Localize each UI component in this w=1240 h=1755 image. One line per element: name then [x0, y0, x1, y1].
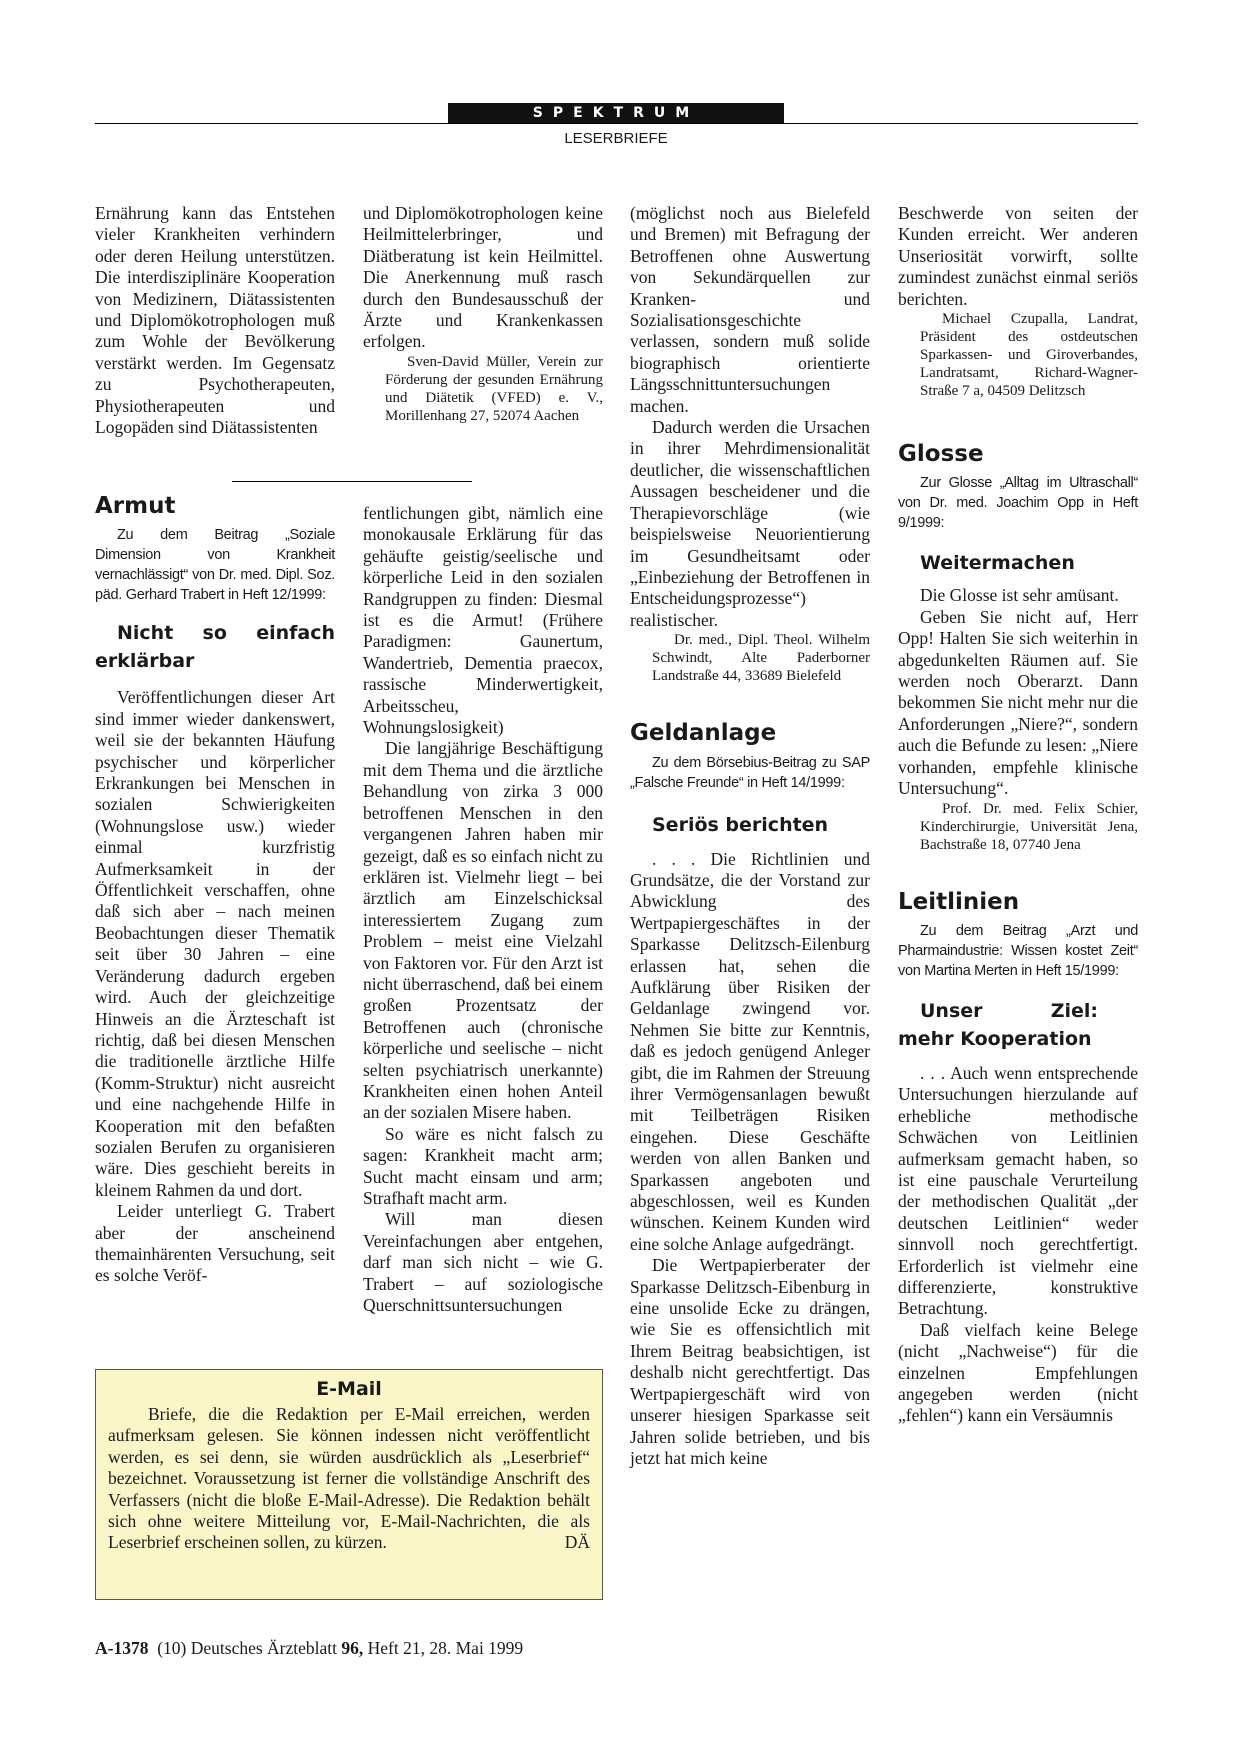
article-intro: Zu dem Beitrag „Arzt und Pharmaindustrie: Wissen kostet Zeit“ von Martina Merten in Heft 15/1999: [898, 922, 1138, 979]
article-heading: Glosse [898, 441, 984, 468]
page-number: A-1378 [95, 1638, 149, 1658]
issue: Heft 21, 28. Mai 1999 [367, 1638, 524, 1658]
paragraph: fentlichungen gibt, nämlich eine monokausale Erklärung für das gehäufte geistig/seelische und körperliche Leid in den sozialen Randgruppen zu finden: Diesmal ist es die Armut! (Frühere Paradigmen: Gaunertum, Wandertrieb, Dementia praecox, rassische Minderwertigkeit, Arbeitsscheu, Wohnungslosigkeit) [363, 503, 603, 738]
paragraph: Die Glosse ist sehr amüsant. [920, 585, 1119, 606]
article-subheading: Seriös berichten [652, 813, 829, 836]
article-intro: Zu dem Beitrag „Soziale Dimension von Krankheit vernachlässigt“ von Dr. med. Dipl. Soz. päd. Gerhard Trabert in Heft 12/1999: [95, 527, 335, 604]
article-heading: Geldanlage [630, 720, 777, 747]
paragraph: Beschwerde von seiten der Kunden erreicht. Wer anderen Unseriosität vorwirft, sollte zumindest zunächst einmal seriös berichten. [898, 203, 1138, 309]
email-notice-box [95, 1369, 603, 1600]
article-intro: Zu dem Börsebius-Beitrag zu SAP „Falsche Freunde“ in Heft 14/1999: [630, 754, 870, 791]
signature: Michael Czupalla, Landrat, Präsident des ostdeutschen Sparkassen- und Giroverbandes, Landratsamt, Richard-Wagner-Straße 7 a, 04509 Delitzsch [920, 311, 1138, 400]
col2-top [363, 203, 603, 425]
journal-name: Deutsches Ärzteblatt [190, 1638, 338, 1658]
header-rule [95, 123, 1138, 124]
box-title: E-Mail [316, 1378, 382, 1400]
paragraph: Geben Sie nicht auf, Herr Opp! Halten Sie sich weiterhin in abgedunkelten Räumen auf. Sie werden noch Oberarzt. Dann bekommen Sie nicht mehr nur die Anforderungen „Niere?“, sondern auch die Befunde zu lesen: „Niere vorhanden, empfehle klinische Untersuchung“. [898, 606, 1138, 799]
section-banner: SPEKTRUM [448, 103, 784, 123]
paragraph: . . . Auch wenn entsprechende Untersuchungen hierzulande auf erhebliche methodische Schwächen von Leitlinien aufmerksam gemacht haben, so ist eine pauschale Verurteilung der methodischen Qualität „der deutschen Leitlinien“ weder sinnvoll noch gerechtfertigt. Erforderlich ist vielmehr eine differenzierte, konstruktive Betrachtung. [898, 1062, 1138, 1319]
col3 [630, 203, 870, 1469]
signature: Sven-David Müller, Verein zur Förderung der gesunden Ernährung und Diätetik (VFED) e. V., Morillenhang 27, 52074 Aachen [385, 353, 603, 424]
article-subheading: Weitermachen [920, 552, 1075, 575]
page-footer [95, 1638, 523, 1659]
signature: Prof. Dr. med. Felix Schier, Kinderchirurgie, Universität Jena, Bachstraße 18, 07740 Jena [920, 800, 1138, 853]
signature: Dr. med., Dipl. Theol. Wilhelm Schwindt, Alte Paderborner Landstraße 44, 33689 Bielefeld [652, 632, 870, 685]
paragraph: So wäre es nicht falsch zu sagen: Krankheit macht arm; Sucht macht einsam und arm; Strafhaft macht arm. [363, 1123, 603, 1208]
article-heading: Leitlinien [898, 888, 1020, 915]
paragraph: Daß vielfach keine Belege (nicht „Nachweise“) für die einzelnen Empfehlungen angegeben werden (nicht „fehlen“) kann ein Versäumnis [898, 1319, 1138, 1426]
section-label: LESERBRIEFE [564, 130, 668, 147]
article-heading: Armut [95, 493, 176, 519]
paragraph: (möglichst noch aus Bielefeld und Bremen) mit Befragung der Betroffenen ohne Auswertung von Sekundärquellen zur Kranken- und Sozialisationsgeschichte verlassen, sondern muß solide biographisch orientierte Längsschnittuntersuchungen machen. [630, 203, 870, 416]
article-subheading: Nicht so einfach erklärbar [95, 622, 335, 673]
paragraph: Die langjährige Beschäftigung mit dem Thema und die ärztliche Behandlung von zirka 3 000 betroffenen Menschen in den vergangenen Jahren haben mir gezeigt, daß es so einfach nicht zu erklären ist. Vielmehr liegt – bei ärztlich am Einzelschicksal interessiertem Zugang zum Problem – meist eine Vielzahl von Faktoren vor. Für den Arzt ist nicht überraschend, daß bei einem großen Prozentsatz der Betroffenen auch (chronische körperliche und seelische – nicht selten psychiatrisch unerkannte) Krankheiten einen hohen Anteil an der sozialen Misere haben. [363, 738, 603, 1123]
box-sign: DÄ [564, 1532, 590, 1553]
col4 [898, 203, 1138, 1427]
paragraph: Veröffentlichungen dieser Art sind immer wieder dankenswert, weil sie der bekannten Häufung psychischer und körperlicher Erkrankungen bei Menschen in sozialen Schwierigkeiten (Wohnungslose usw.) wieder einmal kurzfristig Aufmerksamkeit in der Öffentlichkeit verschaffen, ohne daß sich aber – nach meinen Beobachtungen dieser Thematik seit über 30 Jahren – eine Veränderung dadurch ergeben wird. Auch der gleichzeitige Hinweis an die Ärzteschaft ist richtig, daß bei diesen Menschen die traditionelle ärztliche Hilfe (Komm-Struktur) nicht ausreicht und eine nachgehende Hilfe in Kooperation mit den befaßten sozialen Berufen zu organisieren wäre. Dies geschieht bereits in kleinem Rahmen da und dort. [95, 687, 335, 1200]
paragraph: Leider unterliegt G. Trabert aber der anscheinend themainhärenten Versuchung, seit es solche Veröf- [95, 1201, 335, 1286]
armut-col2 [363, 503, 603, 1316]
article-divider [232, 481, 472, 482]
box-text-body: Briefe, die die Redaktion per E-Mail erreichen, werden aufmerksam gelesen. Sie können indessen nicht veröffentlicht werden, es sei denn, sie würden ausdrücklich als „Leserbrief“ bezeichnet. Voraussetzung ist ferner die vollständige Anschrift des Verfassers (nicht die bloße E-Mail-Adresse). Die Redaktion behält sich ohne weitere Mitteilung vor, E-Mail-Nachrichten, die als Leserbrief erscheinen sollen, zu kürzen. [108, 1404, 590, 1553]
local-page: (10) [157, 1638, 187, 1658]
box-text [108, 1404, 590, 1554]
paragraph: Die Wertpapierberater der Sparkasse Delitzsch-Eibenburg in eine unsolide Ecke zu drängen, wie Sie es offensichtlich mit Ihrem Beitrag beabsichtigen, ist deshalb nicht gerechtfertigt. Das Wertpapiergeschäft wird von unserer hiesigen Sparkasse seit Jahren solide betrieben, und bis jetzt hat mich keine [630, 1255, 870, 1468]
article-subheading: Unser Ziel: mehr Kooperation [898, 999, 1098, 1050]
col1-top [95, 203, 335, 438]
paragraph: . . . Die Richtlinien und Grundsätze, die der Vorstand zur Abwicklung des Wertpapiergeschäftes in der Sparkasse Delitzsch-Eilenburg erlassen hat, sehen die Aufklärung über Risiken der Geldanlage zwingend vor. Nehmen Sie bitte zur Kenntnis, daß es jedoch genügend Anleger gibt, die im Rahmen der Streuung ihrer Vermögensanlagen bewußt mit Teilbeträgen Risiken eingehen. Diese Geschäfte werden von allen Banken und Sparkassen angeboten und abgeschlossen, weil es Kunden wünschen. Keinem Kunden wird eine solche Anlage aufgedrängt. [630, 848, 870, 1254]
article-intro: Zur Glosse „Alltag im Ultraschall“ von Dr. med. Joachim Opp in Heft 9/1999: [898, 475, 1138, 532]
paragraph: Will man diesen Vereinfachungen aber entgehen, darf man sich nicht – wie G. Trabert – auf soziologische Querschnittsuntersuchungen [363, 1209, 603, 1316]
armut-col1 [95, 493, 335, 1287]
paragraph: Dadurch werden die Ursachen in ihrer Mehrdimensionalität deutlicher, die wissenschaftlichen Aussagen bescheidener und die Therapievorschläge (wie beispielsweise Neuorientierung im Gesundheitsamt oder „Einbeziehung der Betroffenen in Entscheidungsprozesse“) realistischer. [630, 417, 870, 630]
paragraph: und Diplomökotrophologen keine Heilmittelerbringer, und Diätberatung ist kein Heilmittel. Die Anerkennung muß rasch durch den Bundesausschuß der Ärzte und Krankenkassen erfolgen. [363, 203, 603, 352]
paragraph: Ernährung kann das Entstehen vieler Krankheiten verhindern oder deren Heilung unterstützen. Die interdisziplinäre Kooperation von Medizinern, Diätassistenten und Diplomökotrophologen muß zum Wohle der Bevölkerung verstärkt werden. Im Gegensatz zu Psychotherapeuten, Physiotherapeuten und Logopäden sind Diätassistenten [95, 203, 335, 438]
volume: 96, [341, 1638, 364, 1658]
